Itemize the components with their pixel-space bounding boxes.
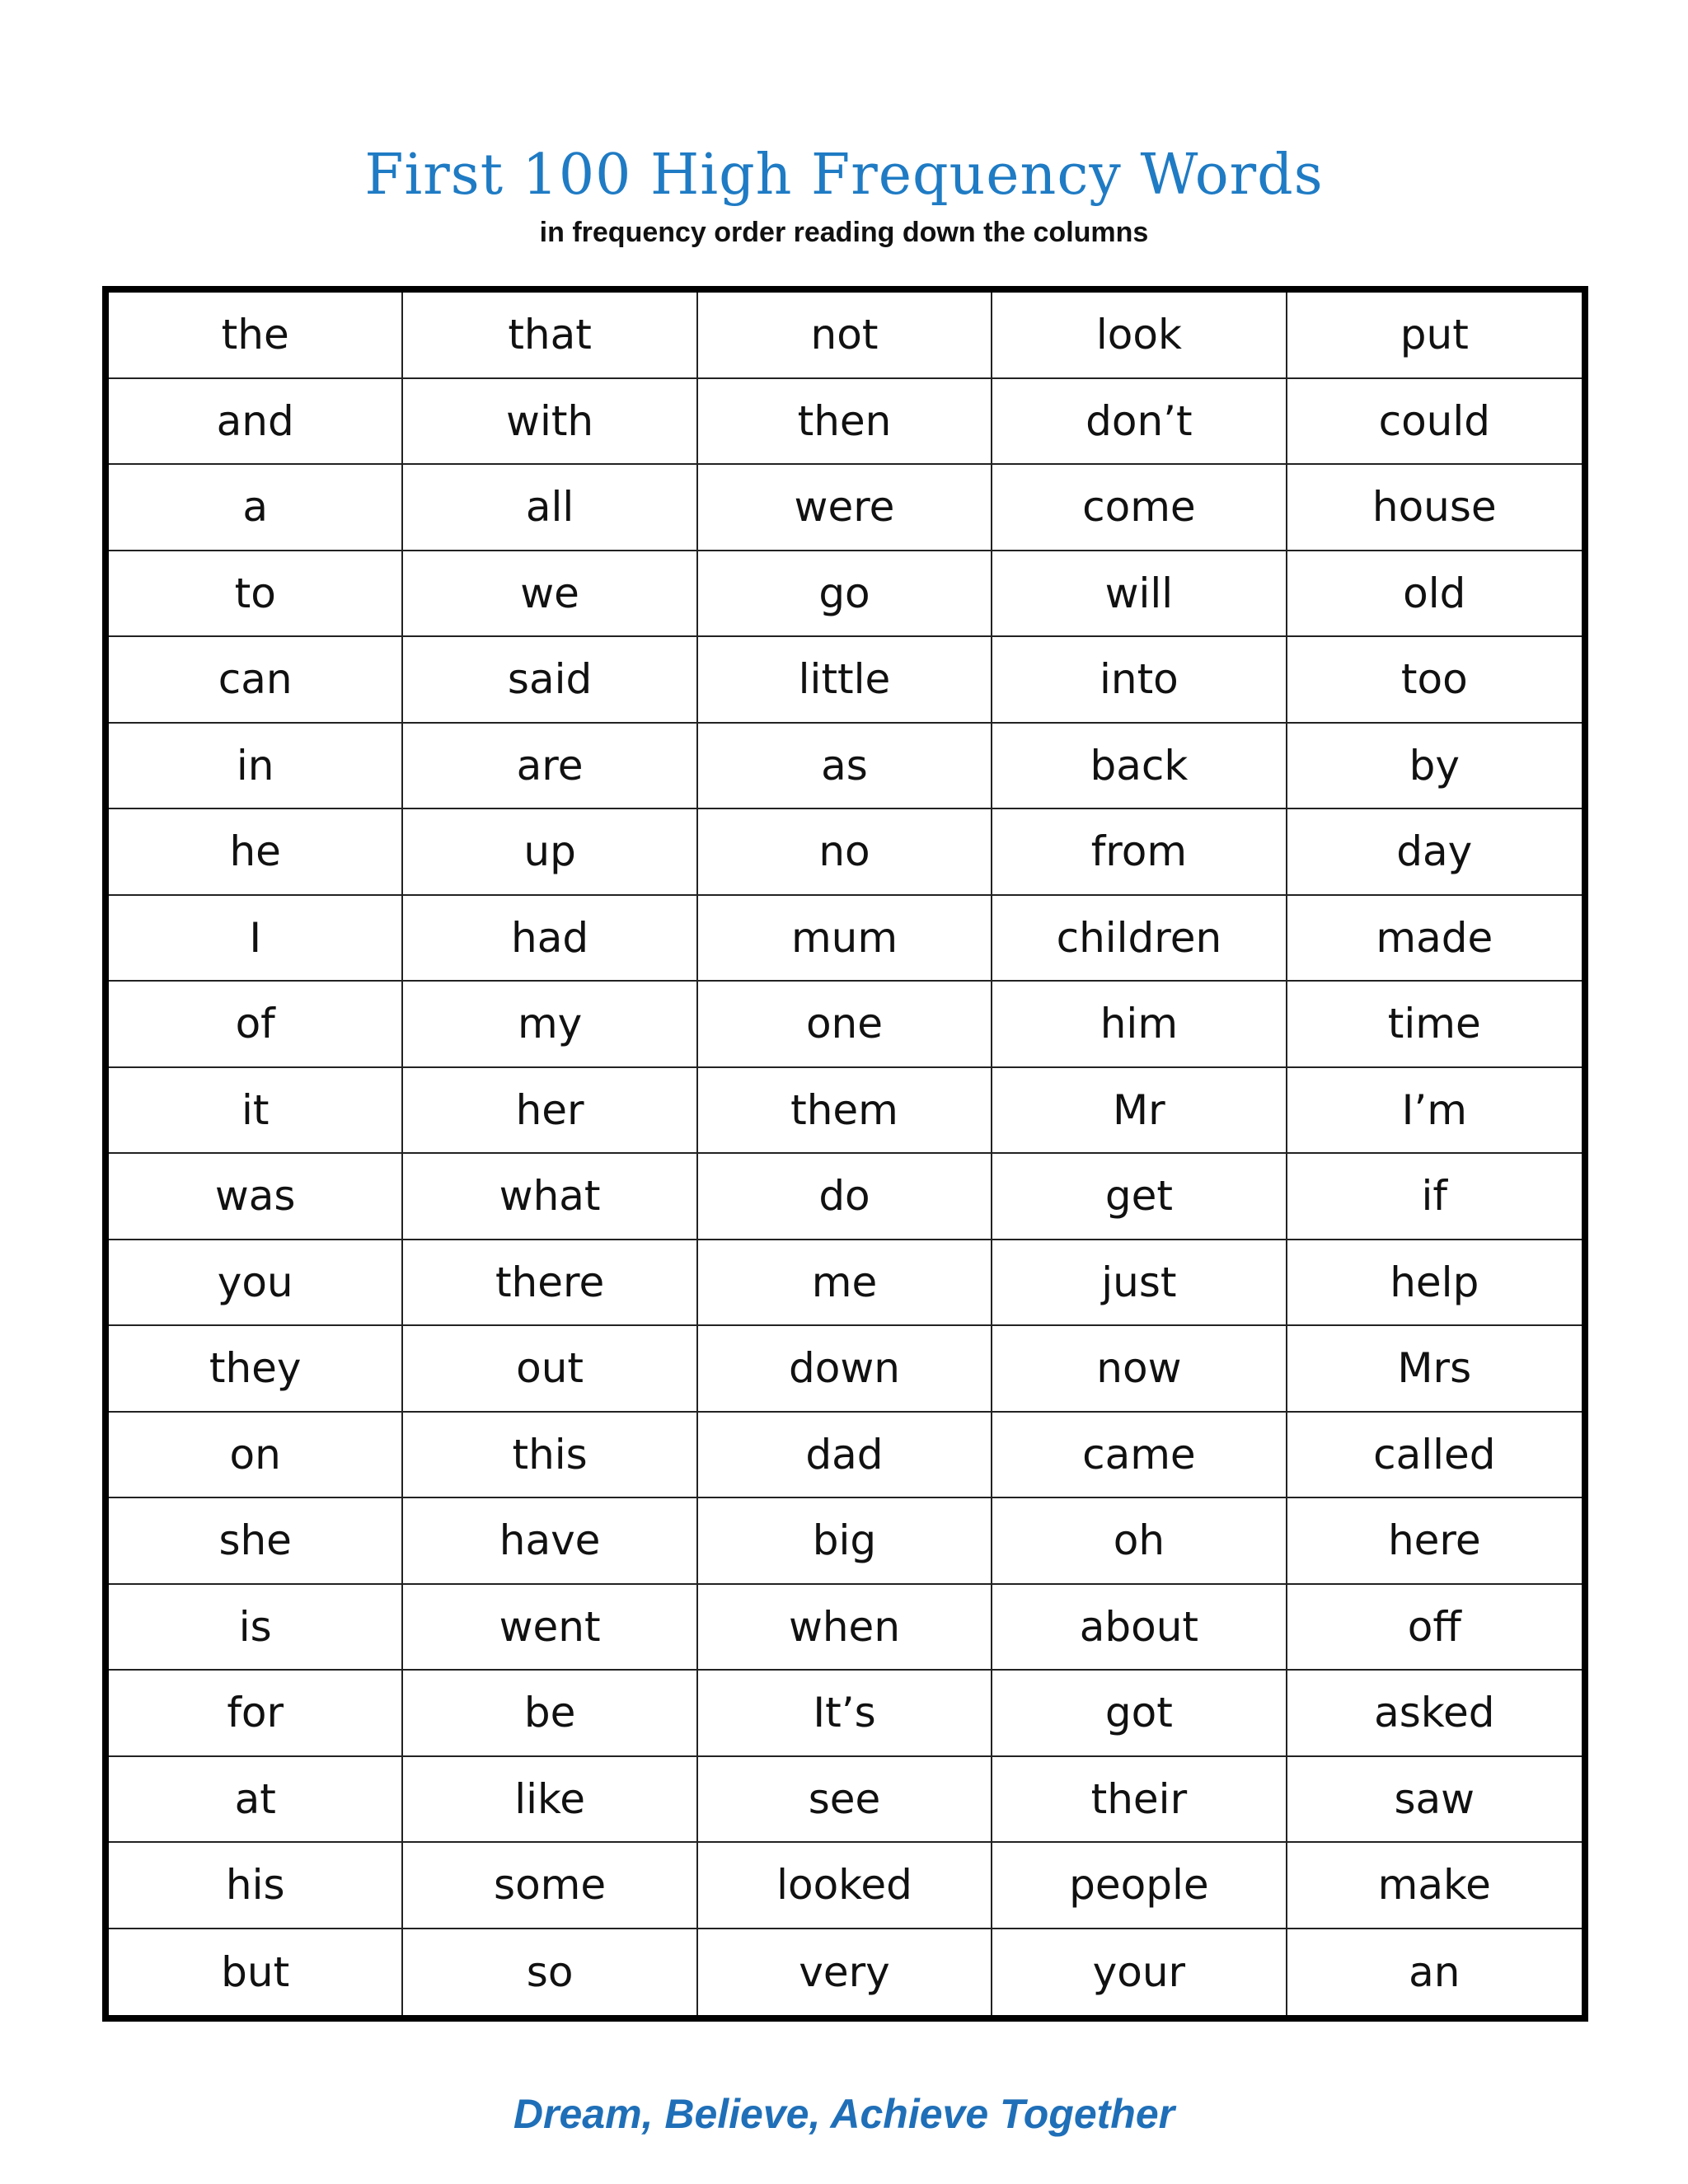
word-cell: little (698, 637, 992, 724)
word-cell: he (109, 809, 403, 896)
word-cell: time (1287, 982, 1582, 1068)
word-cell: like (403, 1757, 697, 1844)
word-cell: can (109, 637, 403, 724)
word-cell: I (109, 896, 403, 982)
word-cell: too (1287, 637, 1582, 724)
word-cell: look (992, 293, 1287, 379)
word-cell: now (992, 1326, 1287, 1413)
word-cell: made (1287, 896, 1582, 982)
word-cell: a (109, 465, 403, 551)
word-cell: called (1287, 1413, 1582, 1499)
word-cell: It’s (698, 1671, 992, 1757)
word-cell: be (403, 1671, 697, 1757)
word-cell: as (698, 724, 992, 810)
word-cell: there (403, 1240, 697, 1327)
word-cell: his (109, 1843, 403, 1929)
word-cell: have (403, 1498, 697, 1585)
word-cell: my (403, 982, 697, 1068)
word-table (102, 286, 1588, 2022)
word-cell: house (1287, 465, 1582, 551)
word-cell: your (992, 1929, 1287, 2016)
word-cell: will (992, 551, 1287, 638)
word-cell: when (698, 1585, 992, 1671)
word-cell: with (403, 379, 697, 466)
word-cell: me (698, 1240, 992, 1327)
word-cell: came (992, 1413, 1287, 1499)
word-cell: this (403, 1413, 697, 1499)
word-cell: an (1409, 1947, 1461, 1996)
word-cell: down (698, 1326, 992, 1413)
word-cell: get (992, 1154, 1287, 1240)
word-cell: is (109, 1585, 403, 1671)
word-cell: mum (698, 896, 992, 982)
word-cell: see (698, 1757, 992, 1844)
word-cell: all (403, 465, 697, 551)
word-cell: just (992, 1240, 1287, 1327)
word-cell: don’t (992, 379, 1287, 466)
word-cell: went (403, 1585, 697, 1671)
word-cell: oh (992, 1498, 1287, 1585)
word-cell: looked (698, 1843, 992, 1929)
word-cell: go (698, 551, 992, 638)
word-cell: were (698, 465, 992, 551)
word-cell: then (698, 379, 992, 466)
word-cell: that (403, 293, 697, 379)
word-cell: in (109, 724, 403, 810)
word-cell: very (698, 1929, 992, 2016)
word-cell: up (403, 809, 697, 896)
word-cell: we (403, 551, 697, 638)
word-cell: could (1287, 379, 1582, 466)
word-cell: children (992, 896, 1287, 982)
word-cell: at (109, 1757, 403, 1844)
word-cell: one (698, 982, 992, 1068)
word-cell: no (698, 809, 992, 896)
word-cell: it (109, 1068, 403, 1155)
word-cell: are (403, 724, 697, 810)
word-cell: do (698, 1154, 992, 1240)
word-cell: on (109, 1413, 403, 1499)
word-cell: she (109, 1498, 403, 1585)
word-cell: they (109, 1326, 403, 1413)
word-cell: asked (1287, 1671, 1582, 1757)
word-cell: out (403, 1326, 697, 1413)
word-cell: them (698, 1068, 992, 1155)
page-title: First 100 High Frequency Words (364, 143, 1324, 208)
footer-motto: Dream, Believe, Achieve Together (513, 2091, 1175, 2137)
word-cell: from (992, 809, 1287, 896)
word-cell: into (992, 637, 1287, 724)
word-cell: day (1287, 809, 1582, 896)
word-cell: back (992, 724, 1287, 810)
word-cell: big (698, 1498, 992, 1585)
word-cell: if (1287, 1154, 1582, 1240)
word-cell: Mr (992, 1068, 1287, 1155)
word-cell: you (109, 1240, 403, 1327)
word-cell: had (403, 896, 697, 982)
page-subtitle: in frequency order reading down the columns (539, 217, 1149, 248)
word-cell: the (109, 293, 403, 379)
word-cell: help (1287, 1240, 1582, 1327)
word-cell: so (403, 1929, 697, 2016)
word-cell: but (109, 1929, 403, 2016)
word-cell: and (109, 379, 403, 466)
word-cell: said (403, 637, 697, 724)
word-cell: some (403, 1843, 697, 1929)
word-cell: put (1287, 293, 1582, 379)
word-cell: not (698, 293, 992, 379)
word-cell: come (992, 465, 1287, 551)
word-cell: was (109, 1154, 403, 1240)
word-cell: to (109, 551, 403, 638)
word-cell: old (1287, 551, 1582, 638)
word-cell: him (992, 982, 1287, 1068)
word-cell: I’m (1287, 1068, 1582, 1155)
word-cell: here (1287, 1498, 1582, 1585)
word-cell: Mrs (1287, 1326, 1582, 1413)
word-cell: of (109, 982, 403, 1068)
word-cell: by (1287, 724, 1582, 810)
word-cell: off (1287, 1585, 1582, 1671)
word-cell: saw (1287, 1757, 1582, 1844)
word-cell: got (992, 1671, 1287, 1757)
word-cell: make (1287, 1843, 1582, 1929)
word-cell: dad (698, 1413, 992, 1499)
word-cell: what (403, 1154, 697, 1240)
word-cell: about (992, 1585, 1287, 1671)
word-cell: people (992, 1843, 1287, 1929)
word-cell: their (992, 1757, 1287, 1844)
word-cell: for (109, 1671, 403, 1757)
word-cell: her (403, 1068, 697, 1155)
